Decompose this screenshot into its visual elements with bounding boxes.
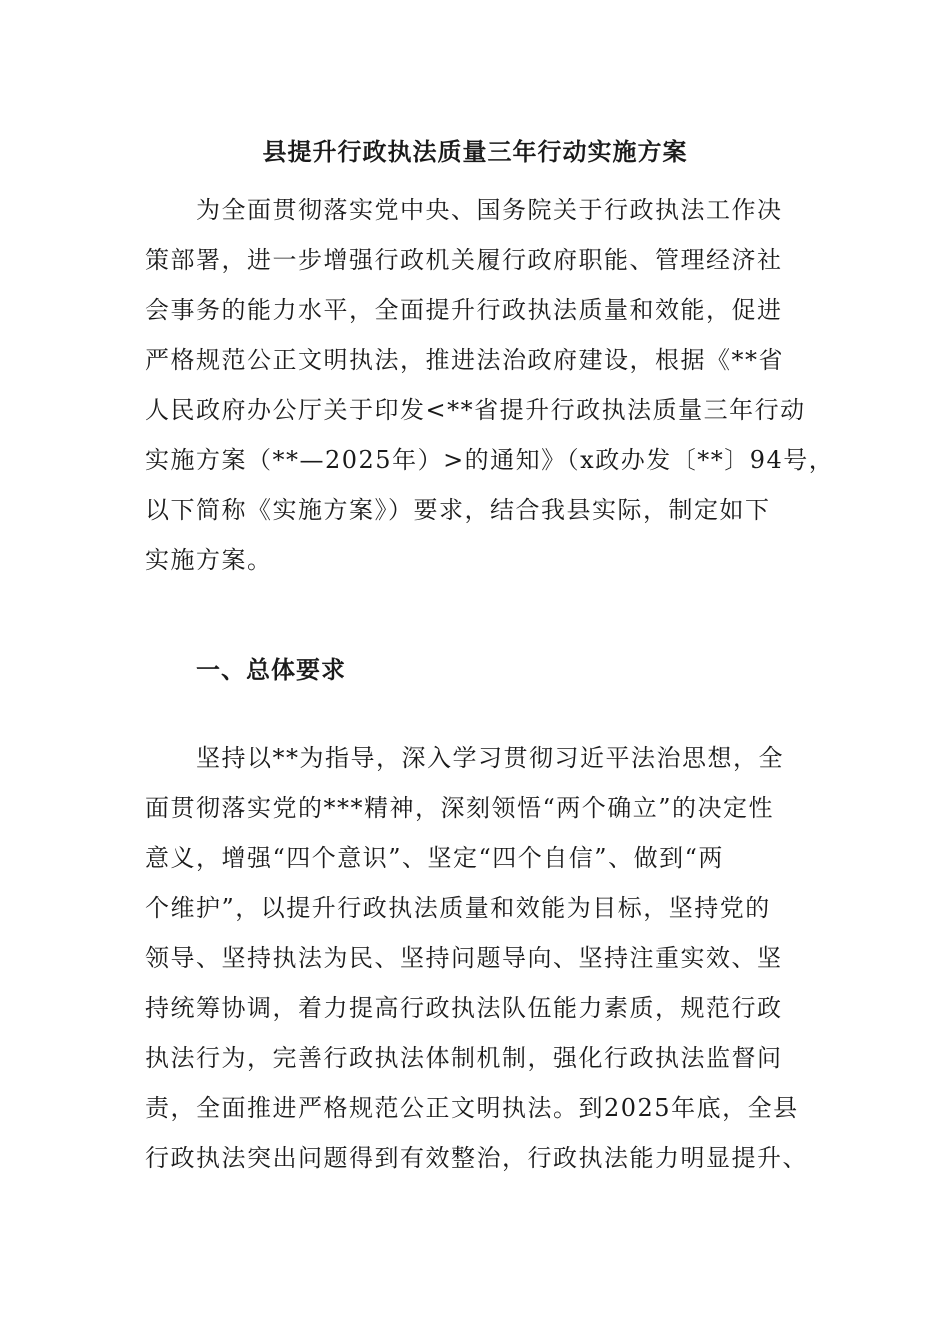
- paragraph-line: 责，全面推进严格规范公正文明执法。到2025年底，全县: [145, 1094, 799, 1122]
- paragraph-line: 意义，增强“四个意识”、坚定“四个自信”、做到“两: [145, 844, 724, 872]
- intro-paragraph: [145, 185, 835, 585]
- paragraph-line: 实施方案（**—2025年）>的通知》（x政办发〔**〕94号，: [145, 446, 835, 474]
- paragraph-line: 人民政府办公厅关于印发<**省提升行政执法质量三年行动: [145, 396, 806, 424]
- paragraph-line: 以下简称《实施方案》）要求，结合我县实际，制定如下: [145, 496, 771, 524]
- paragraph-line: 为全面贯彻落实党中央、国务院关于行政执法工作决: [196, 196, 783, 224]
- paragraph-line: 坚持以**为指导，深入学习贯彻习近平法治思想，全: [196, 744, 784, 772]
- paragraph-line: 面贯彻落实党的***精神，深刻领悟“两个确立”的决定性: [145, 794, 775, 822]
- document-title: 县提升行政执法质量三年行动实施方案: [262, 138, 688, 166]
- paragraph-line: 行政执法突出问题得到有效整治，行政执法能力明显提升、: [145, 1144, 808, 1172]
- general-requirements-paragraph: [145, 733, 808, 1183]
- paragraph-line: 领导、坚持执法为民、坚持问题导向、坚持注重实效、坚: [145, 944, 783, 972]
- paragraph-line: 策部署，进一步增强行政机关履行政府职能、管理经济社: [145, 246, 783, 274]
- paragraph-line: 会事务的能力水平，全面提升行政执法质量和效能，促进: [145, 296, 783, 324]
- paragraph-line: 执法行为，完善行政执法体制机制，强化行政执法监督问: [145, 1044, 783, 1072]
- paragraph-line: 个维护”，以提升行政执法质量和效能为目标，坚持党的: [145, 894, 771, 922]
- section-heading: 一、总体要求: [196, 656, 346, 684]
- paragraph-line: 严格规范公正文明执法，推进法治政府建设，根据《**省: [145, 346, 784, 374]
- paragraph-line: 实施方案。: [145, 546, 273, 574]
- paragraph-line: 持统筹协调，着力提高行政执法队伍能力素质，规范行政: [145, 994, 783, 1022]
